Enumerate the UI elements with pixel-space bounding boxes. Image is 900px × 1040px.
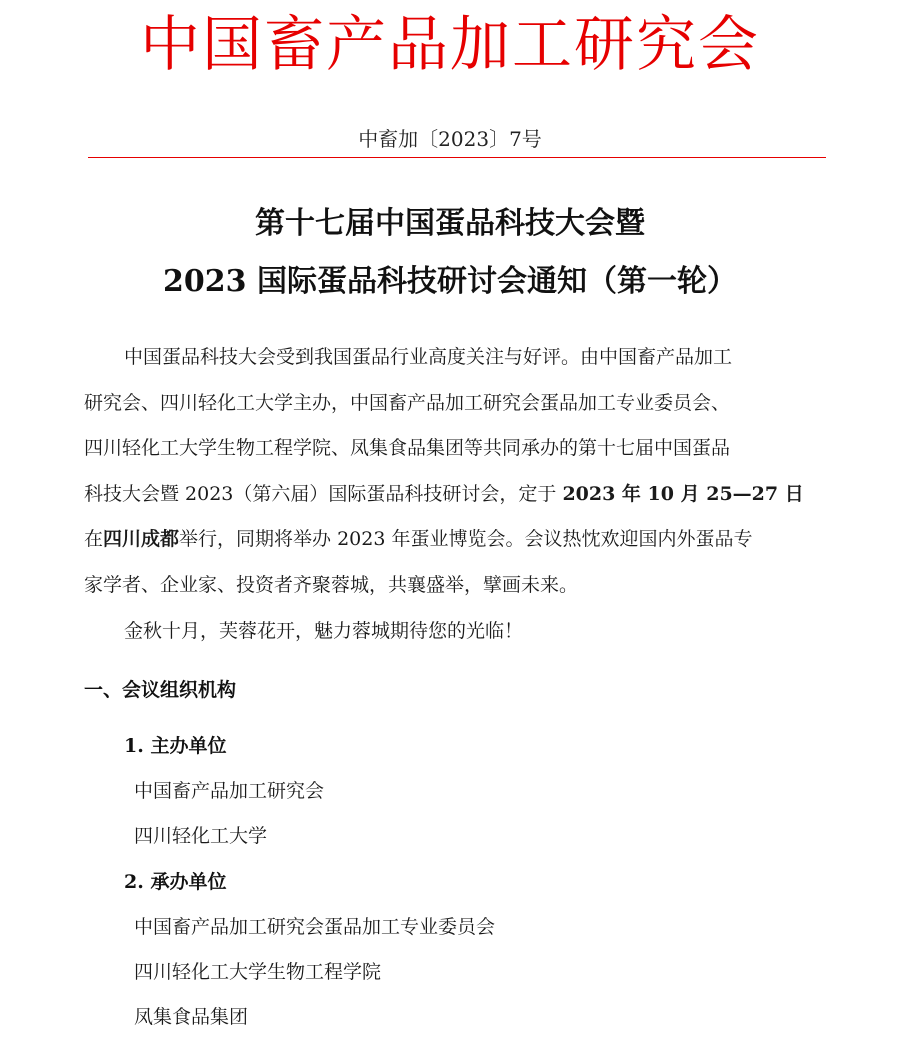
red-divider-line (88, 157, 826, 158)
intro-line-5-prefix: 在 (84, 528, 104, 550)
welcome-paragraph: 金秋十月，芙蓉花开，魅力蓉城期待您的光临！ (124, 620, 524, 642)
intro-line-1: 中国蛋品科技大会受到我国蛋品行业高度关注与好评。由中国畜产品加工 (124, 346, 733, 368)
co-host-unit-item: 中国畜产品加工研究会蛋品加工专业委员会 (134, 916, 496, 938)
host-unit-item: 四川轻化工大学 (134, 825, 268, 847)
organization-header: 中国畜产品加工研究会 (140, 10, 760, 80)
intro-line-5 (84, 517, 824, 563)
intro-line-4-text: 科技大会暨 2023（第六届）国际蛋品科技研讨会，定于 (84, 482, 563, 505)
intro-line-3: 四川轻化工大学生物工程学院、凤集食品集团等共同承办的第十七届中国蛋品 (84, 437, 731, 459)
co-host-unit-item: 凤集食品集团 (134, 1006, 249, 1028)
document-title-line-2: 2023 国际蛋品科技研讨会通知（第一轮） (163, 264, 737, 299)
section-heading-organization: 一、会议组织机构 (84, 679, 237, 701)
host-units-label: 1. 主办单位 (124, 735, 227, 757)
co-host-units-label: 2. 承办单位 (124, 871, 227, 893)
meeting-date: 2023 年 10 月 25—27 日 (562, 482, 804, 505)
co-host-unit-item: 四川轻化工大学生物工程学院 (134, 961, 382, 983)
host-unit-item: 中国畜产品加工研究会 (134, 780, 325, 802)
intro-line-5-text: 举行，同期将举办 2023 年蛋业博览会。会议热忱欢迎国内外蛋品专 (179, 528, 753, 550)
intro-line-4 (84, 472, 824, 518)
intro-line-6: 家学者、企业家、投资者齐聚蓉城，共襄盛举，擘画未来。 (84, 573, 579, 596)
intro-paragraph (84, 335, 824, 608)
meeting-location: 四川成都 (103, 528, 180, 550)
intro-line-2: 研究会、四川轻化工大学主办，中国畜产品加工研究会蛋品加工专业委员会、 (84, 391, 731, 414)
document-number: 中畜加〔2023〕7号 (358, 127, 542, 151)
document-title-line-1: 第十七届中国蛋品科技大会暨 (255, 206, 645, 241)
